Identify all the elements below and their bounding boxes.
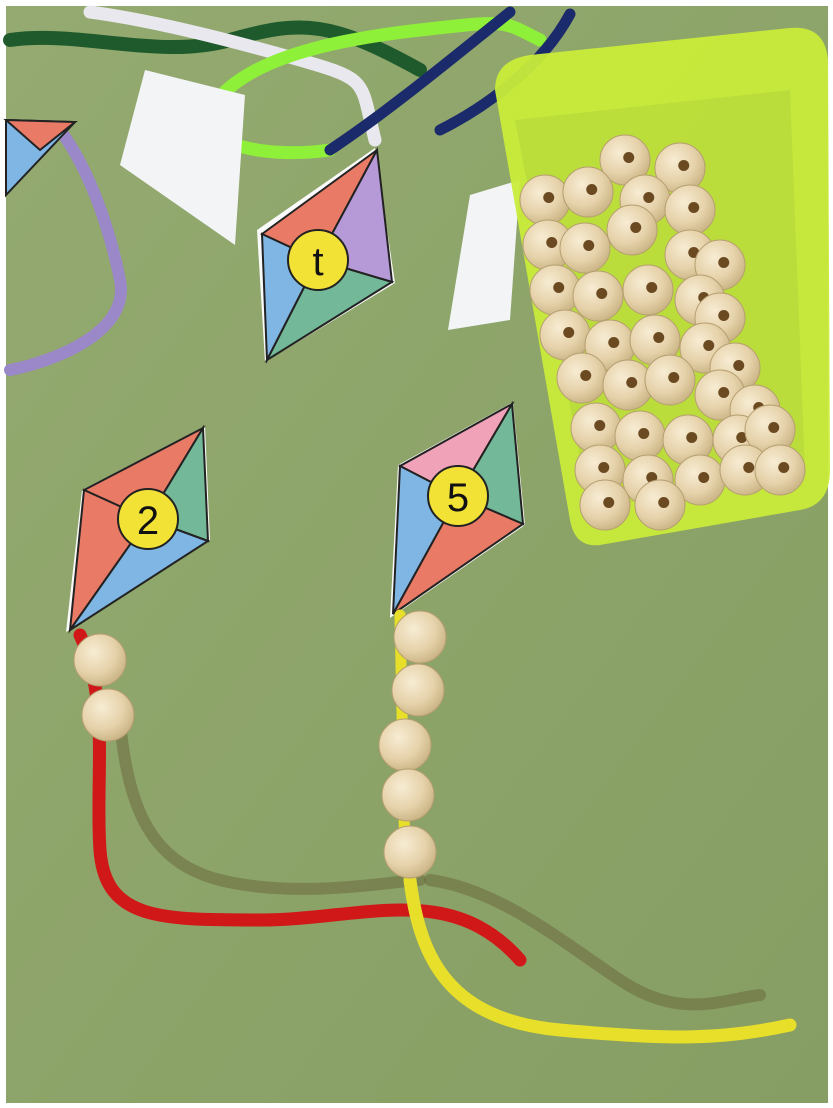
kite-label-5: 5 (446, 476, 470, 520)
bead-hole (703, 340, 714, 351)
wooden-bead (74, 634, 126, 686)
bead-hole (630, 222, 641, 233)
bead-hole (543, 192, 554, 203)
bead-hole (768, 422, 779, 433)
bead-hole (638, 428, 649, 439)
bead-hole (580, 370, 591, 381)
bead-hole (594, 420, 605, 431)
bead-hole (733, 360, 744, 371)
bead-hole (646, 282, 657, 293)
bead-hole (688, 202, 699, 213)
bead-hole (658, 497, 669, 508)
bead-hole (603, 497, 614, 508)
bead-hole (598, 462, 609, 473)
wooden-bead (379, 719, 431, 771)
bead-hole (583, 240, 594, 251)
bead-hole (596, 288, 607, 299)
bead-hole (686, 432, 697, 443)
bead-hole (643, 192, 654, 203)
wooden-bead (394, 611, 446, 663)
wooden-bead (382, 769, 434, 821)
bead-hole (718, 310, 729, 321)
bead-hole (623, 152, 634, 163)
kite-label-t: t (312, 240, 324, 284)
wooden-bead (82, 689, 134, 741)
bead-hole (678, 160, 689, 171)
bead-hole (563, 327, 574, 338)
bead-hole (626, 377, 637, 388)
wooden-bead (384, 826, 436, 878)
bead-hole (718, 257, 729, 268)
bead-hole (718, 387, 729, 398)
bead-hole (546, 237, 557, 248)
bead-hole (608, 337, 619, 348)
bead-hole (698, 472, 709, 483)
bead-hole (553, 282, 564, 293)
kite-label-2: 2 (136, 499, 160, 543)
bead-hole (668, 372, 679, 383)
bead-hole (653, 332, 664, 343)
bead-hole (586, 184, 597, 195)
bead-hole (778, 462, 789, 473)
wooden-bead (392, 664, 444, 716)
bead-hole (743, 462, 754, 473)
